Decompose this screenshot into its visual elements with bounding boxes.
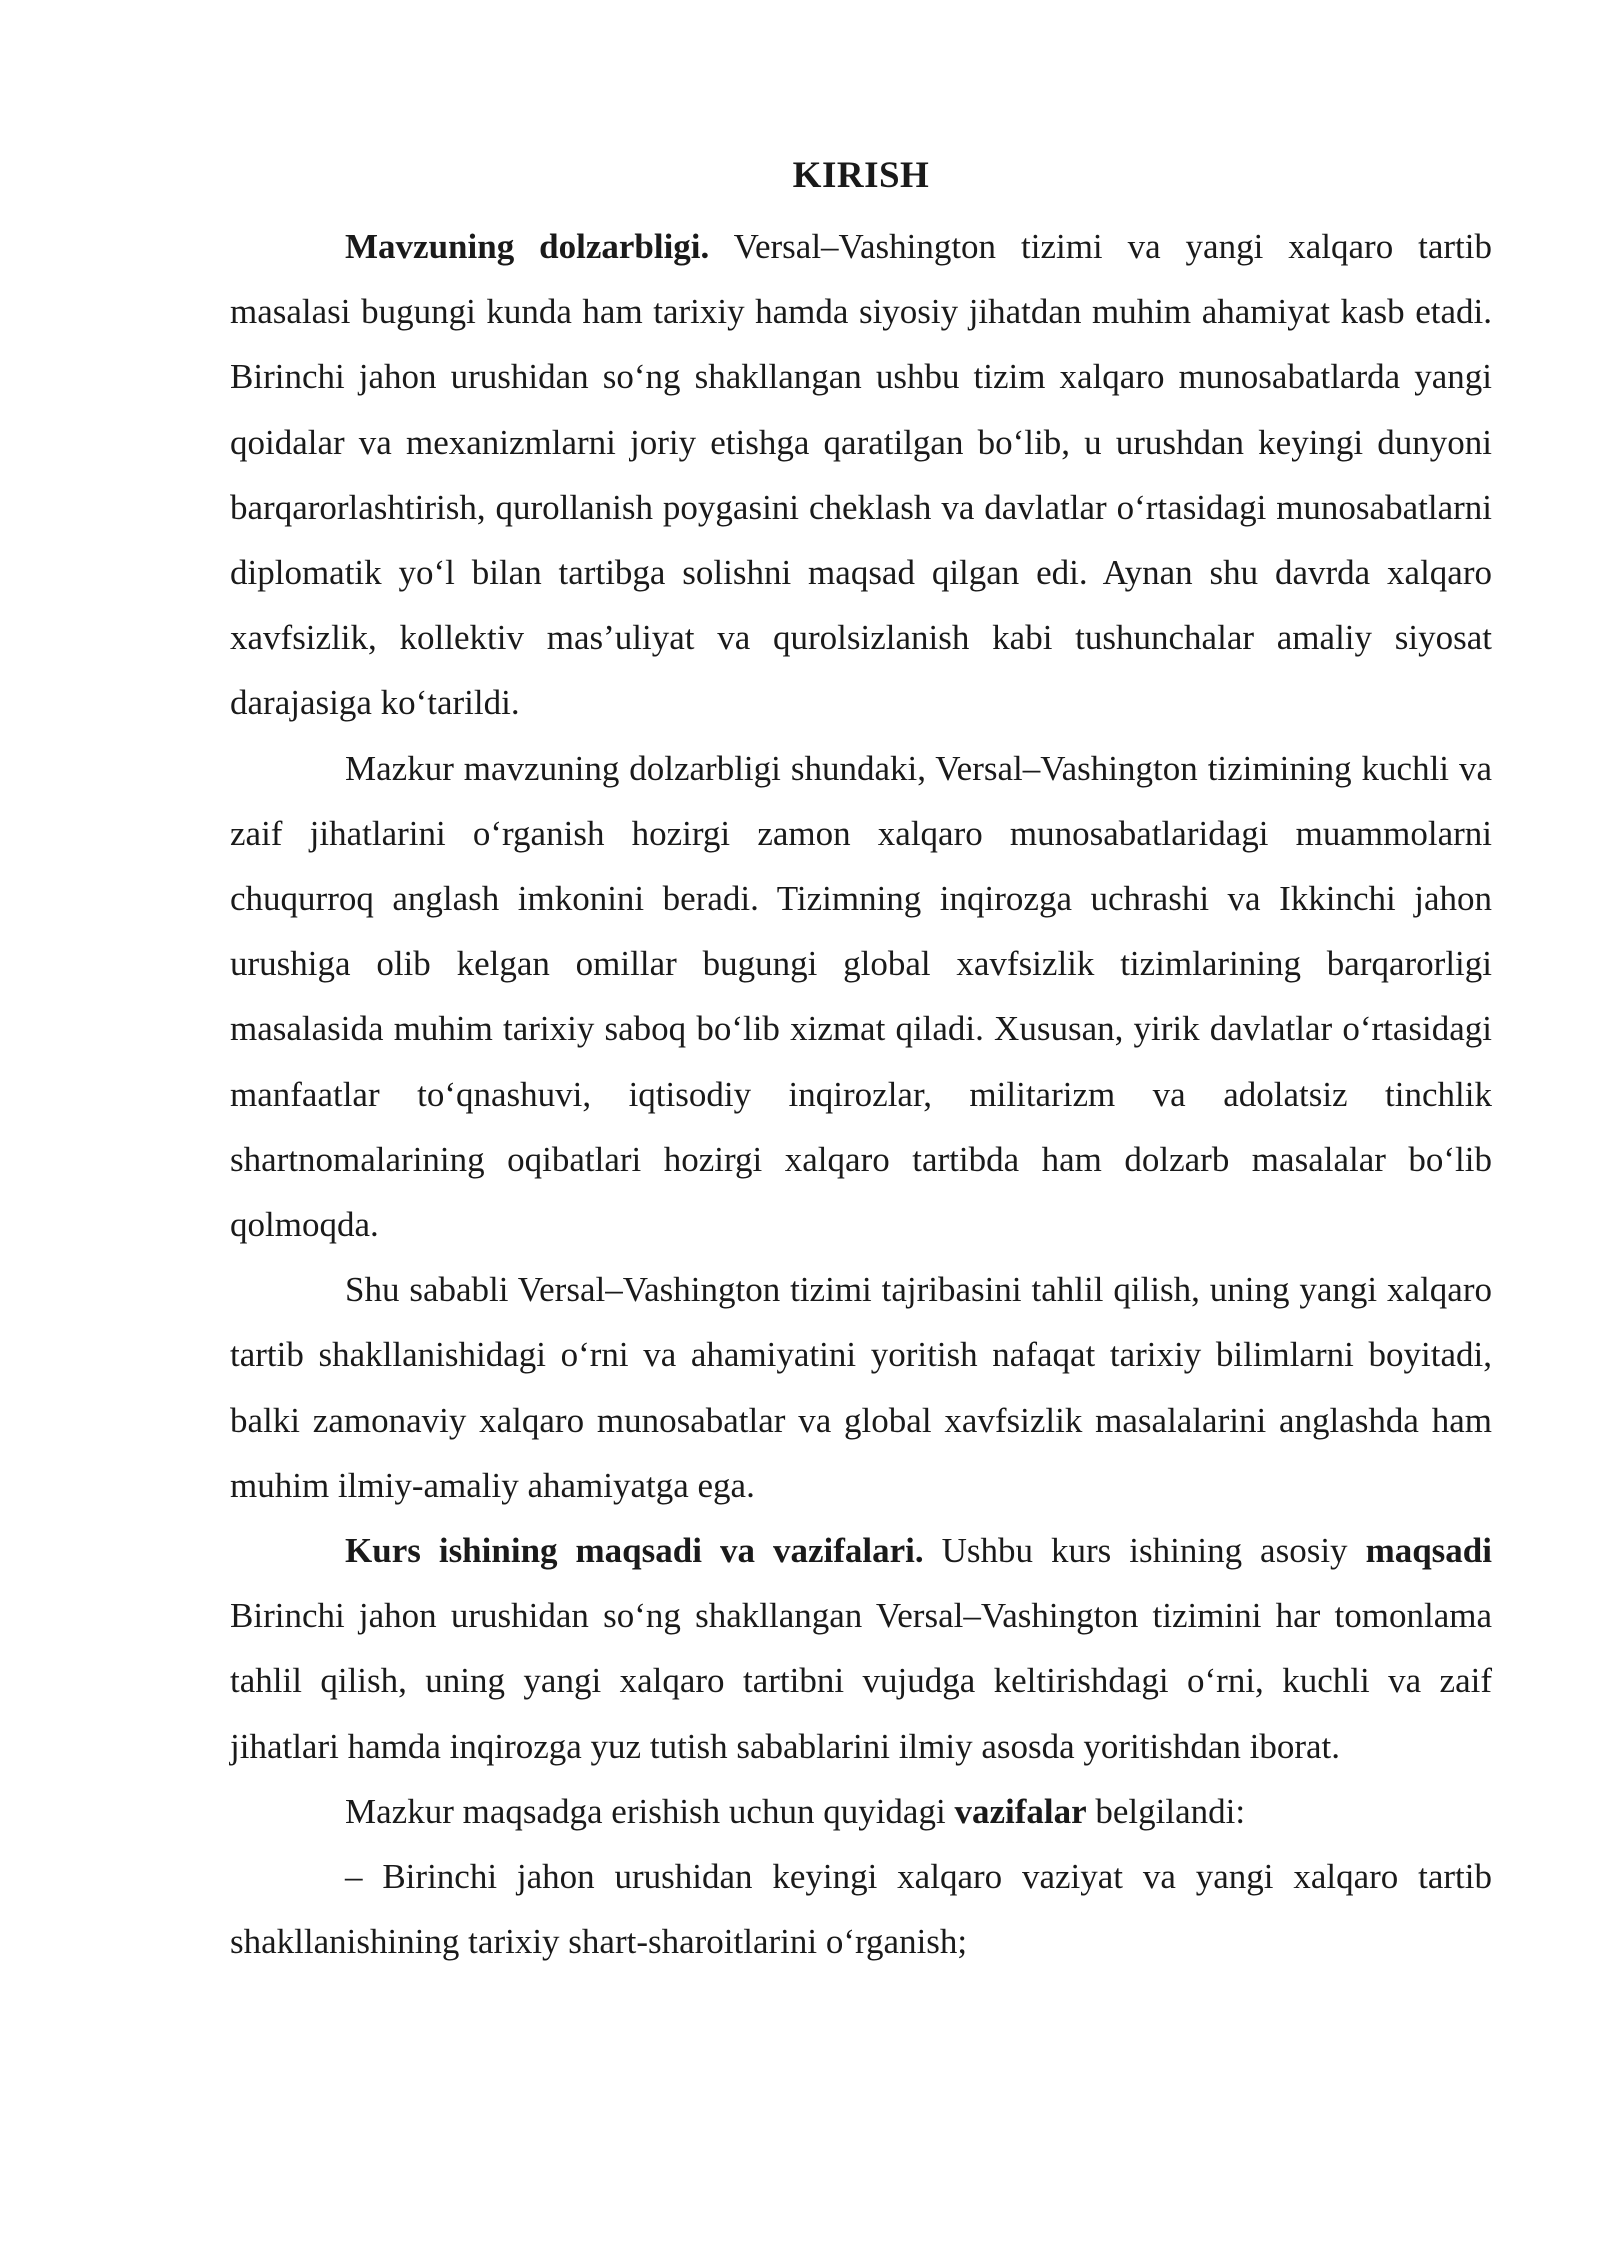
paragraph-significance: [230, 1257, 1492, 1518]
paragraph-relevance-detail: [230, 736, 1492, 1258]
document-page: [230, 148, 1492, 1974]
paragraph-lead-bold: Mavzuning dolzarbligi.: [345, 227, 710, 266]
paragraph-text: Mazkur maqsadga erishish uchun quyidagi: [345, 1791, 955, 1831]
paragraph-text: Ushbu kurs ishining asosiy: [923, 1531, 1366, 1571]
paragraph-tasks-intro: [230, 1779, 1492, 1844]
paragraph-relevance: [230, 214, 1492, 736]
paragraph-text: – Birinchi jahon urushidan keyingi xalqaro vaziyat va yangi xalqaro tartib shakllanishining tarixiy shart-sharoitlarini o‘rganish;: [230, 1857, 1492, 1962]
paragraph-text: Shu sababli Versal–Vashington tizimi tajribasini tahlil qilish, uning yangi xalqaro tartib shakllanishidagi o‘rni va ahamiyatini yoritish nafaqat tarixiy bilimlarni boyitadi, balki zamonaviy xalqaro munosabatlar va global xavfsizlik masalalarini anglashda ham muhim ilmiy-amaliy ahamiyatga ega.: [230, 1270, 1492, 1505]
paragraph-goal: [230, 1518, 1492, 1779]
paragraph-text: Versal–Vashington tizimi va yangi xalqaro tartib masalasi bugungi kunda ham tarixiy hamda siyosiy jihatdan muhim ahamiyat kasb etadi. Birinchi jahon urushidan so‘ng shakllangan ushbu tizim xalqaro munosabatlarda yangi qoidalar va mexanizmlarni joriy etishga qaratilgan bo‘lib, u urushdan keyingi dunyoni barqarorlashtirish, qurollanish poygasini cheklash va davlatlar o‘rtasidagi munosabatlarni diplomatik yo‘l bilan tartibga solishni maqsad qilgan edi. Aynan shu davrda xalqaro xavfsizlik, kollektiv mas’uliyat va qurolsizlanish kabi tushunchalar amaliy siyosat darajasiga ko‘tarildi.: [230, 227, 1492, 723]
section-heading: KIRISH: [792, 155, 930, 196]
paragraph-text: Birinchi jahon urushidan so‘ng shakllangan Versal–Vashington tizimini har tomonlama tahlil qilish, uning yangi xalqaro tartibni vujudga keltirishdagi o‘rni, kuchli va zaif jihatlari hamda inqirozga yuz tutish sabablarini ilmiy asosda yoritishdan iborat.: [230, 1596, 1492, 1766]
paragraph-text: Mazkur mavzuning dolzarbligi shundaki, Versal–Vashington tizimining kuchli va zaif jihatlarini o‘rganish hozirgi zamon xalqaro munosabatlaridagi muammolarni chuqurroq anglash imkonini beradi. Tizimning inqirozga uchrashi va Ikkinchi jahon urushiga olib kelgan omillar bugungi global xavfsizlik tizimlarining barqarorligi masalasida muhim tarixiy saboq bo‘lib xizmat qiladi. Xususan, yirik davlatlar o‘rtasidagi manfaatlar to‘qnashuvi, iqtisodiy inqirozlar, militarizm va adolatsiz tinchlik shartnomalarining oqibatlari hozirgi xalqaro tartibda ham dolzarb masalalar bo‘lib qolmoqda.: [230, 748, 1492, 1245]
paragraph-lead-bold: Kurs ishining maqsadi va vazifalari.: [345, 1531, 924, 1571]
paragraph-text: belgilandi:: [1086, 1791, 1246, 1831]
list-item-task: [230, 1844, 1492, 1974]
paragraph-inline-bold: vazifalar: [954, 1791, 1087, 1831]
paragraph-inline-bold: maqsadi: [1365, 1531, 1492, 1571]
